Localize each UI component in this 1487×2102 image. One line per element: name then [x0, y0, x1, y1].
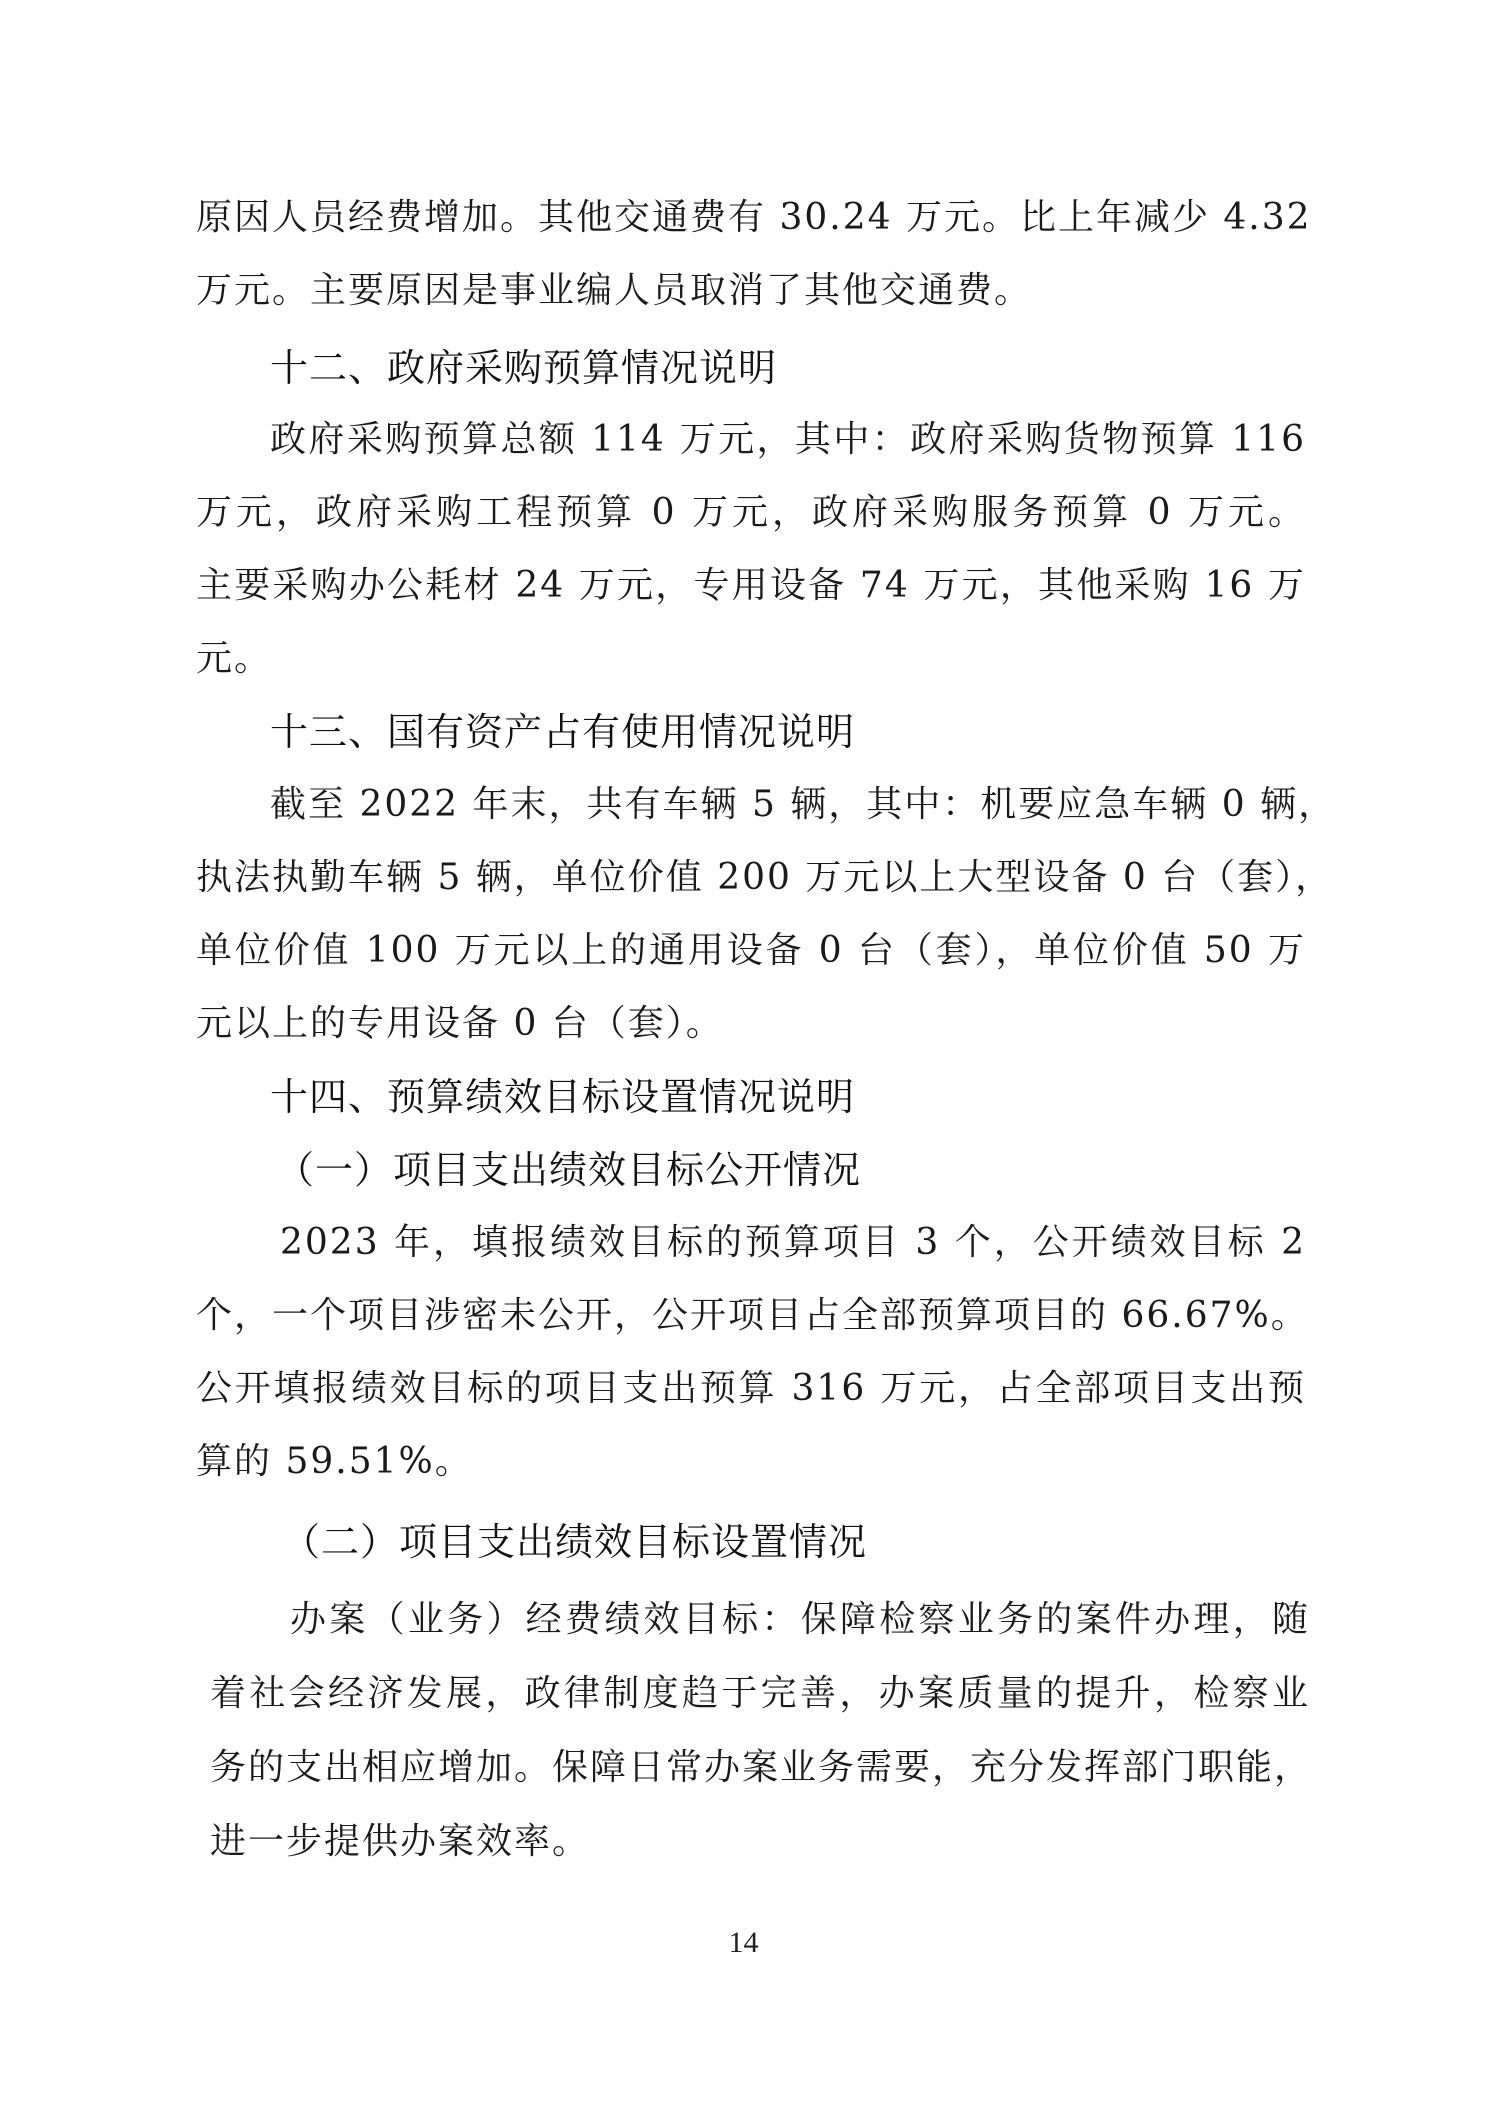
body-text-line: 办案（业务）经费绩效目标：保障检察业务的案件办理，随: [290, 1599, 1310, 1640]
body-text-line: 主要采购办公耗材 24 万元，专用设备 74 万元，其他采购 16 万: [196, 565, 1306, 606]
body-text-line: 进一步提供办案效率。: [210, 1821, 591, 1862]
body-text-line: 执法执勤车辆 5 辆，单位价值 200 万元以上大型设备 0 台（套），: [196, 857, 1334, 898]
body-text-line: 万元，政府采购工程预算 0 万元，政府采购服务预算 0 万元。: [196, 492, 1306, 533]
body-text-line: 单位价值 100 万元以上的通用设备 0 台（套），单位价值 50 万: [196, 930, 1306, 971]
subsection-heading-2: （二）项目支出绩效目标设置情况: [282, 1520, 868, 1564]
body-text-line: 务的支出相应增加。保障日常办案业务需要，充分发挥部门职能，: [210, 1747, 1313, 1788]
body-text-line: 元。: [196, 638, 273, 679]
body-text-line: 着社会经济发展，政律制度趋于完善，办案质量的提升，检察业: [210, 1673, 1310, 1714]
body-text-line: 元以上的专用设备 0 台（套）。: [196, 1003, 724, 1044]
body-text-line: 个，一个项目涉密未公开，公开项目占全部预算项目的 66.67%。: [196, 1295, 1309, 1336]
section-heading-14: 十四、预算绩效目标设置情况说明: [270, 1075, 856, 1119]
body-text-line: 截至 2022 年末，共有车辆 5 辆，其中：机要应急车辆 0 辆，: [270, 784, 1337, 825]
body-text-line: 算的 59.51%。: [196, 1441, 473, 1482]
section-heading-12: 十二、政府采购预算情况说明: [270, 346, 778, 390]
body-text-line: 万元。主要原因是事业编人员取消了其他交通费。: [196, 270, 1033, 311]
page-number: 14: [728, 1926, 759, 1959]
body-text-line: 政府采购预算总额 114 万元，其中：政府采购货物预算 116: [270, 419, 1306, 460]
body-text-line: 2023 年，填报绩效目标的预算项目 3 个，公开绩效目标 2: [280, 1222, 1306, 1263]
subsection-heading-1: （一）项目支出绩效目标公开情况: [276, 1148, 862, 1192]
body-text-line: 原因人员经费增加。其他交通费有 30.24 万元。比上年减少 4.32: [196, 197, 1312, 238]
section-heading-13: 十三、国有资产占有使用情况说明: [270, 710, 856, 754]
body-text-line: 公开填报绩效目标的项目支出预算 316 万元，占全部项目支出预: [196, 1368, 1306, 1409]
